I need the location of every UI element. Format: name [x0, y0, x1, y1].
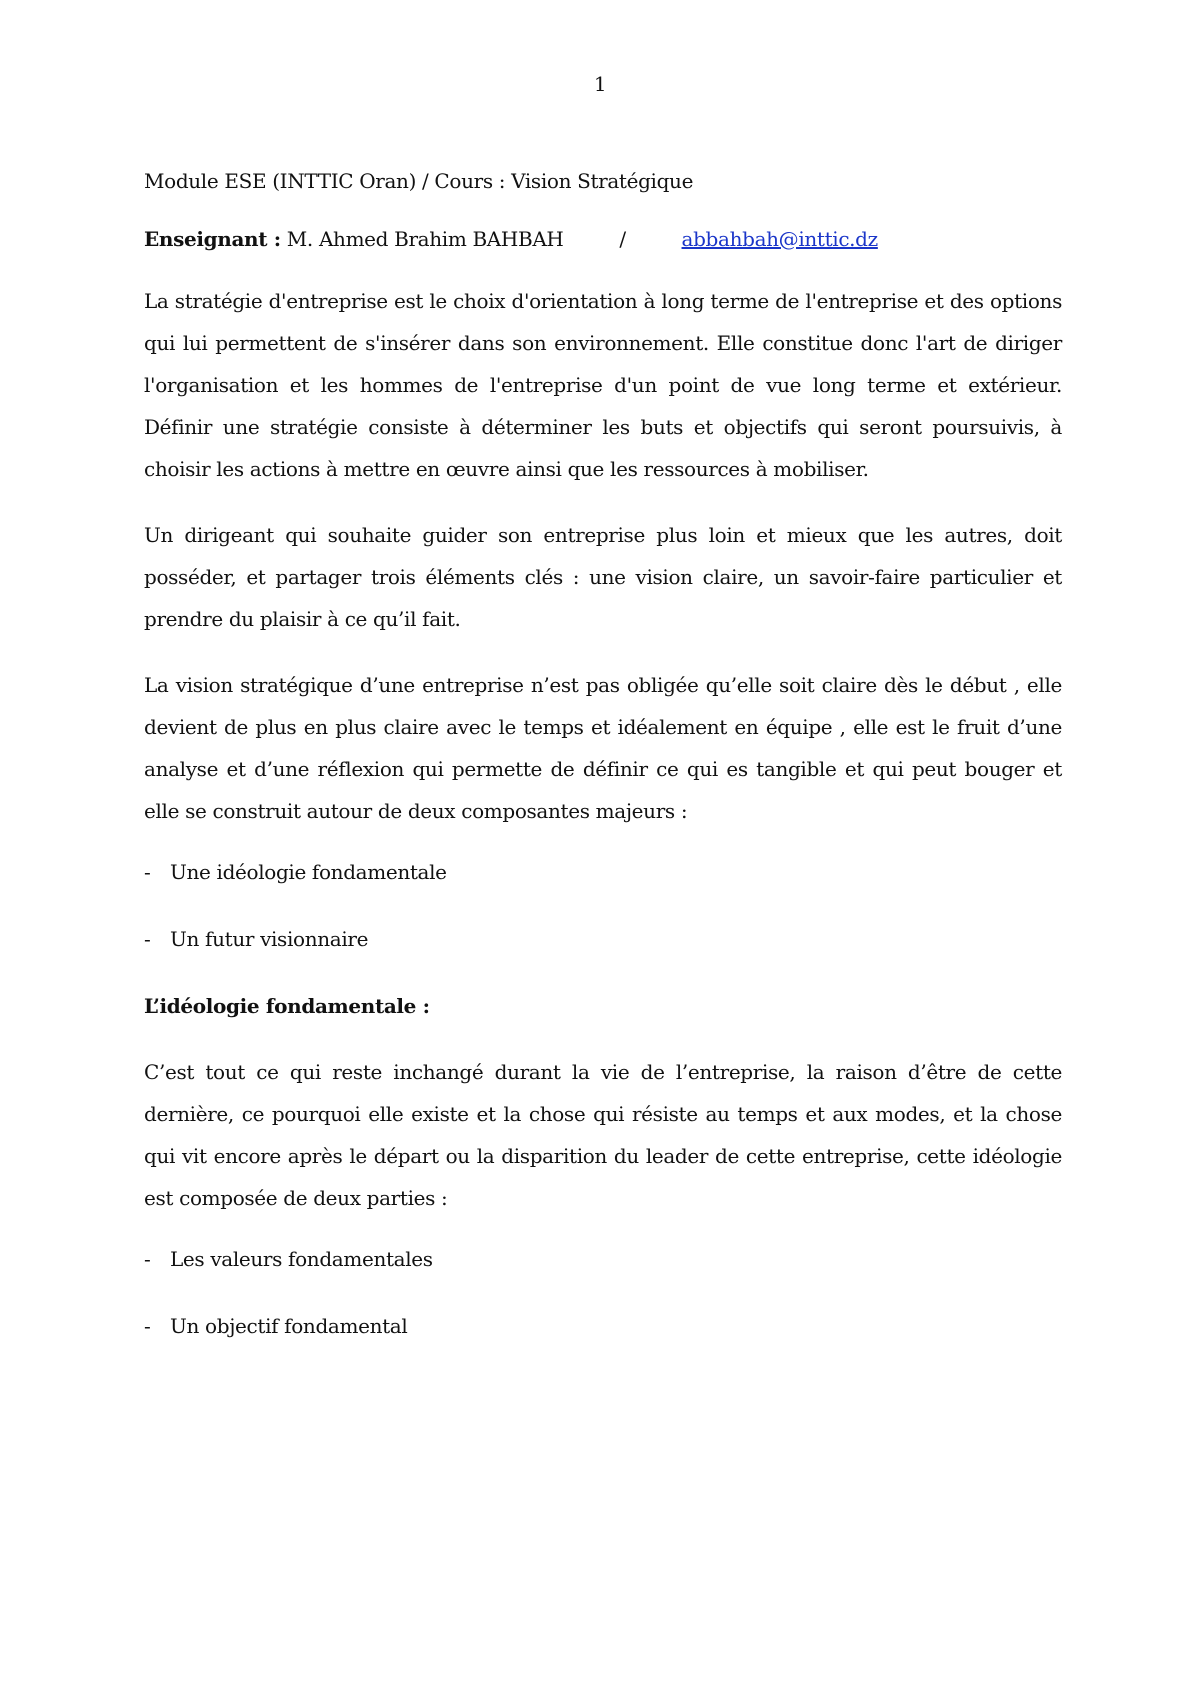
paragraph-strategy-definition: La stratégie d'entreprise est le choix d'orientation à long terme de l'entreprise et des options qui lui permettent de s'insérer dans son environnement. Elle constitue donc l'art de diriger l'organisation et les hommes de l'entreprise d'un point de vue long terme et extérieur. Définir une stratégie consiste à déterminer les buts et objectifs qui seront poursuivis, à choisir les actions à mettre en œuvre ainsi que les ressources à mobiliser. [144, 289, 1062, 481]
paragraph-leader: Un dirigeant qui souhaite guider son entreprise plus loin et mieux que les autres, doit posséder, et partager trois éléments clés : une vision claire, un savoir-faire particulier et prendre du plaisir à ce qu’il fait. [144, 523, 1062, 631]
paragraph-vision: La vision stratégique d’une entreprise n’est pas obligée qu’elle soit claire dès le début , elle devient de plus en plus claire avec le temps et idéalement en équipe , elle est le fruit d’une analyse et d’une réflexion qui permette de définir ce qui es tangible et qui peut bouger et elle se construit autour de deux composantes majeurs : [144, 673, 1062, 823]
list-dash: - [144, 1314, 151, 1338]
list-item [144, 1310, 1062, 1343]
list-item-text: Un futur visionnaire [170, 927, 369, 951]
list-dash: - [144, 860, 151, 884]
list-item [144, 923, 1062, 956]
teacher-email-link[interactable]: abbahbah@inttic.dz [681, 227, 878, 251]
section-title: L’idéologie fondamentale : [144, 994, 430, 1018]
list-item [144, 856, 1062, 889]
list-dash: - [144, 1247, 151, 1271]
teacher-separator: / [619, 227, 626, 251]
list-dash: - [144, 927, 151, 951]
teacher-label: Enseignant : [144, 227, 281, 251]
teacher-line [144, 223, 1062, 256]
page-number: 1 [593, 72, 607, 96]
course-header: Module ESE (INTTIC Oran) / Cours : Vision Stratégique [144, 169, 694, 193]
list-item-text: Les valeurs fondamentales [170, 1247, 433, 1271]
list-item-text: Un objectif fondamental [170, 1314, 408, 1338]
list-item-text: Une idéologie fondamentale [170, 860, 447, 884]
list-item [144, 1243, 1062, 1276]
paragraph-ideology: C’est tout ce qui reste inchangé durant la vie de l’entreprise, la raison d’être de cette dernière, ce pourquoi elle existe et la chose qui résiste au temps et aux modes, et la chose qui vit encore après le départ ou la disparition du leader de cette entreprise, cette idéologie est composée de deux parties : [144, 1060, 1062, 1210]
document-body [144, 165, 1062, 1377]
teacher-name: M. Ahmed Brahim BAHBAH [286, 227, 564, 251]
